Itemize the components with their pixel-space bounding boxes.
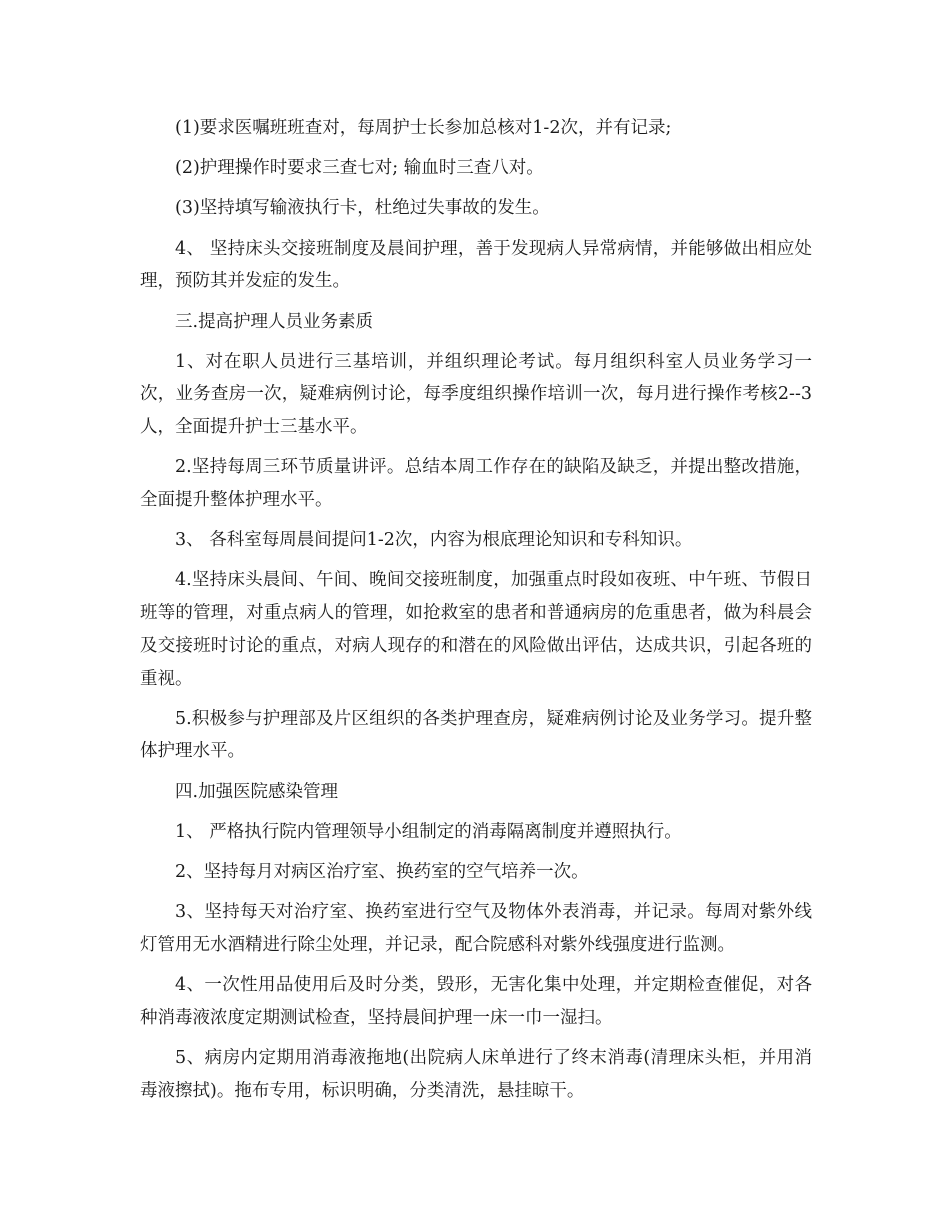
paragraph-10: 5.积极参与护理部及片区组织的各类护理查房，疑难病例讨论及业务学习。提升整体护理水平。 (140, 708, 812, 762)
paragraph-1: (1)要求医嘱班班查对，每周护士长参加总核对1-2次，并有记录; (175, 118, 672, 138)
paragraph-8: 3、 各科室每周晨间提问1-2次，内容为根底理论知识和专科知识。 (175, 530, 693, 551)
paragraph-7: 2.坚持每周三环节质量讲评。总结本周工作存在的缺陷及缺乏，并提出整改措施，全面提升整体护理水平。 (140, 457, 812, 511)
section-heading-3: 三.提高护理人员业务素质 (175, 311, 374, 332)
paragraph-3: (3)坚持填写输液执行卡，杜绝过失事故的发生。 (175, 198, 550, 219)
paragraph-2: (2)护理操作时要求三查七对; 输血时三查八对。 (175, 158, 544, 179)
paragraph-4: 4、 坚持床头交接班制度及晨间护理，善于发现病人异常病情，并能够做出相应处理，预防其并发症的发生。 (140, 238, 812, 292)
paragraph-9: 4.坚持床头晨间、午间、晚间交接班制度，加强重点时段如夜班、中午班、节假日班等的管理，对重点病人的管理，如抢救室的患者和普通病房的危重患者，做为科晨会及交接班时讨论的重点，对病人现存的和潜在的风险做出评估，达成共识，引起各班的重视。 (140, 570, 812, 689)
paragraph-12: 1、 严格执行院内管理领导小组制定的消毒隔离制度并遵照执行。 (175, 821, 682, 842)
paragraph-15: 4、一次性用品使用后及时分类，毁形，无害化集中处理，并定期检查催促，对各种消毒液浓度定期测试检查，坚持晨间护理一床一巾一湿扫。 (140, 975, 812, 1028)
document-body (140, 112, 812, 1107)
paragraph-6: 1、对在职人员进行三基培训，并组织理论考试。每月组织科室人员业务学习一次，业务查房一次，疑难病例讨论，每季度组织操作培训一次，每月进行操作考核2--3人，全面提升护士三基水平。 (140, 351, 812, 438)
paragraph-14: 3、坚持每天对治疗室、换药室进行空气及物体外表消毒，并记录。每周对紫外线灯管用无水酒精进行除尘处理，并记录，配合院感科对紫外线强度进行监测。 (140, 902, 812, 955)
section-heading-4: 四.加强医院感染管理 (175, 781, 339, 802)
paragraph-16: 5、病房内定期用消毒液拖地(出院病人床单进行了终末消毒(清理床头柜，并用消毒液擦拭)。拖布专用，标识明确，分类清洗，悬挂晾干。 (140, 1048, 812, 1101)
paragraph-13: 2、坚持每月对病区治疗室、换药室的空气培养一次。 (175, 862, 589, 883)
